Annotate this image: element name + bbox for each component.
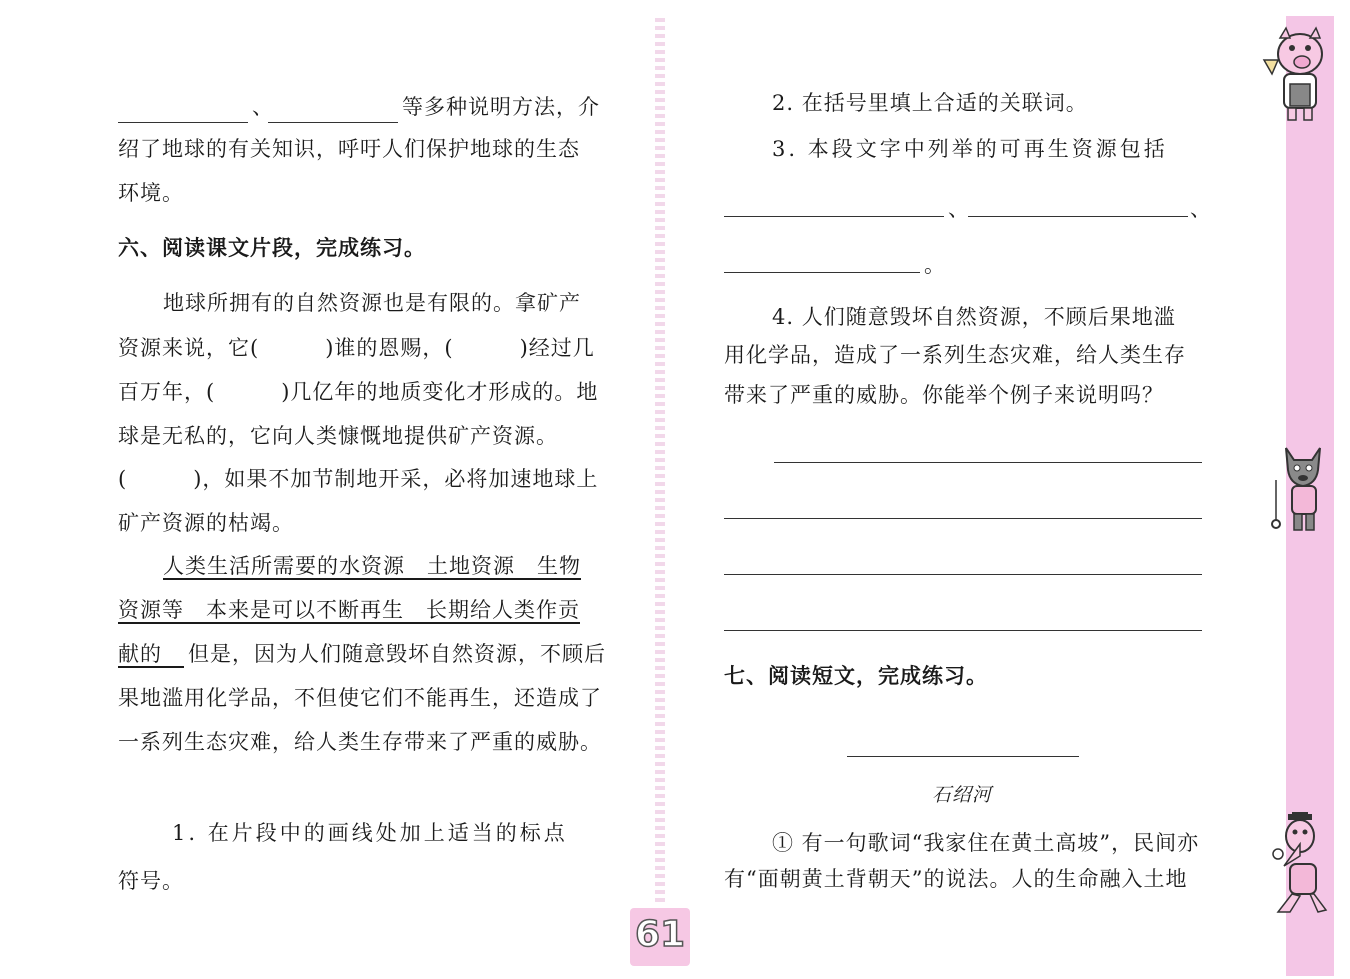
question-1: 1. 在片段中的画线处加上适当的标点 bbox=[172, 821, 568, 845]
question-4: 4. 人们随意毁坏自然资源，不顾后果地滥 bbox=[772, 305, 1176, 329]
question-3: 3. 本段文字中列举的可再生资源包括 bbox=[772, 137, 1168, 161]
text-line: 绍了地球的有关知识，呼吁人们保护地球的生态 bbox=[118, 137, 580, 161]
mouse-cartoon-icon bbox=[1264, 812, 1340, 922]
passage-line: 一系列生态灾难，给人类生存带来了严重的威胁。 bbox=[118, 730, 602, 754]
text-separator: 、 bbox=[252, 95, 274, 119]
underlined-passage-line: 献的 bbox=[118, 642, 184, 666]
text-end: 。 bbox=[924, 253, 946, 277]
text-separator: 、 bbox=[948, 197, 970, 221]
passage-line: ( )，如果不加节制地开采，必将加速地球上 bbox=[118, 467, 599, 491]
answer-blank[interactable] bbox=[268, 122, 398, 123]
section-6-title: 六、阅读课文片段，完成练习。 bbox=[118, 236, 426, 260]
title-blank[interactable] bbox=[847, 756, 1079, 757]
page-number-badge bbox=[630, 908, 690, 966]
answer-blank[interactable] bbox=[724, 216, 944, 217]
underlined-passage-line: 资源等 本来是可以不断再生 长期给人类作贡 bbox=[118, 598, 580, 622]
passage-line: 球是无私的，它向人类慷慨地提供矿产资源。 bbox=[118, 424, 558, 448]
underlined-passage-line: 人类生活所需要的水资源 土地资源 生物 bbox=[163, 554, 581, 578]
page-number: 61 bbox=[634, 914, 686, 955]
text-line: 环境。 bbox=[118, 181, 184, 205]
answer-blank[interactable] bbox=[968, 216, 1188, 217]
author-name: 石绍河 bbox=[932, 784, 993, 806]
passage-line: 百万年，( )几亿年的地质变化才形成的。地 bbox=[118, 380, 599, 404]
passage-line: 地球所拥有的自然资源也是有限的。拿矿产 bbox=[163, 291, 581, 315]
answer-line[interactable] bbox=[774, 462, 1202, 463]
question-4-cont: 用化学品，造成了一系列生态灾难，给人类生存 bbox=[724, 343, 1186, 367]
wolf-cartoon-icon bbox=[1266, 440, 1340, 540]
answer-line[interactable] bbox=[724, 518, 1202, 519]
passage-line: 果地滥用化学品，不但使它们不能再生，还造成了 bbox=[118, 686, 602, 710]
passage-line: 但是，因为人们随意毁坏自然资源，不顾后 bbox=[188, 642, 606, 666]
answer-blank[interactable] bbox=[724, 272, 920, 273]
text-line: 等多种说明方法，介 bbox=[402, 95, 600, 119]
answer-blank[interactable] bbox=[118, 122, 248, 123]
passage-line: 资源来说，它( )谁的恩赐，( )经过几 bbox=[118, 336, 595, 360]
pig-cartoon-icon bbox=[1258, 24, 1338, 124]
question-4-cont: 带来了严重的威胁。你能举个例子来说明吗？ bbox=[724, 383, 1164, 407]
text-separator: 、 bbox=[1190, 197, 1212, 221]
question-2: 2. 在括号里填上合适的关联词。 bbox=[772, 91, 1088, 115]
question-1-cont: 符号。 bbox=[118, 869, 184, 893]
article-line: 有“面朝黄土背朝天”的说法。人的生命融入土地 bbox=[724, 867, 1188, 891]
section-7-title: 七、阅读短文，完成练习。 bbox=[724, 664, 988, 688]
page-fold-divider bbox=[655, 18, 665, 903]
answer-line[interactable] bbox=[724, 630, 1202, 631]
passage-line: 矿产资源的枯竭。 bbox=[118, 511, 294, 535]
article-line: ① 有一句歌词“我家住在黄土高坡”，民间亦 bbox=[772, 831, 1200, 855]
answer-line[interactable] bbox=[724, 574, 1202, 575]
